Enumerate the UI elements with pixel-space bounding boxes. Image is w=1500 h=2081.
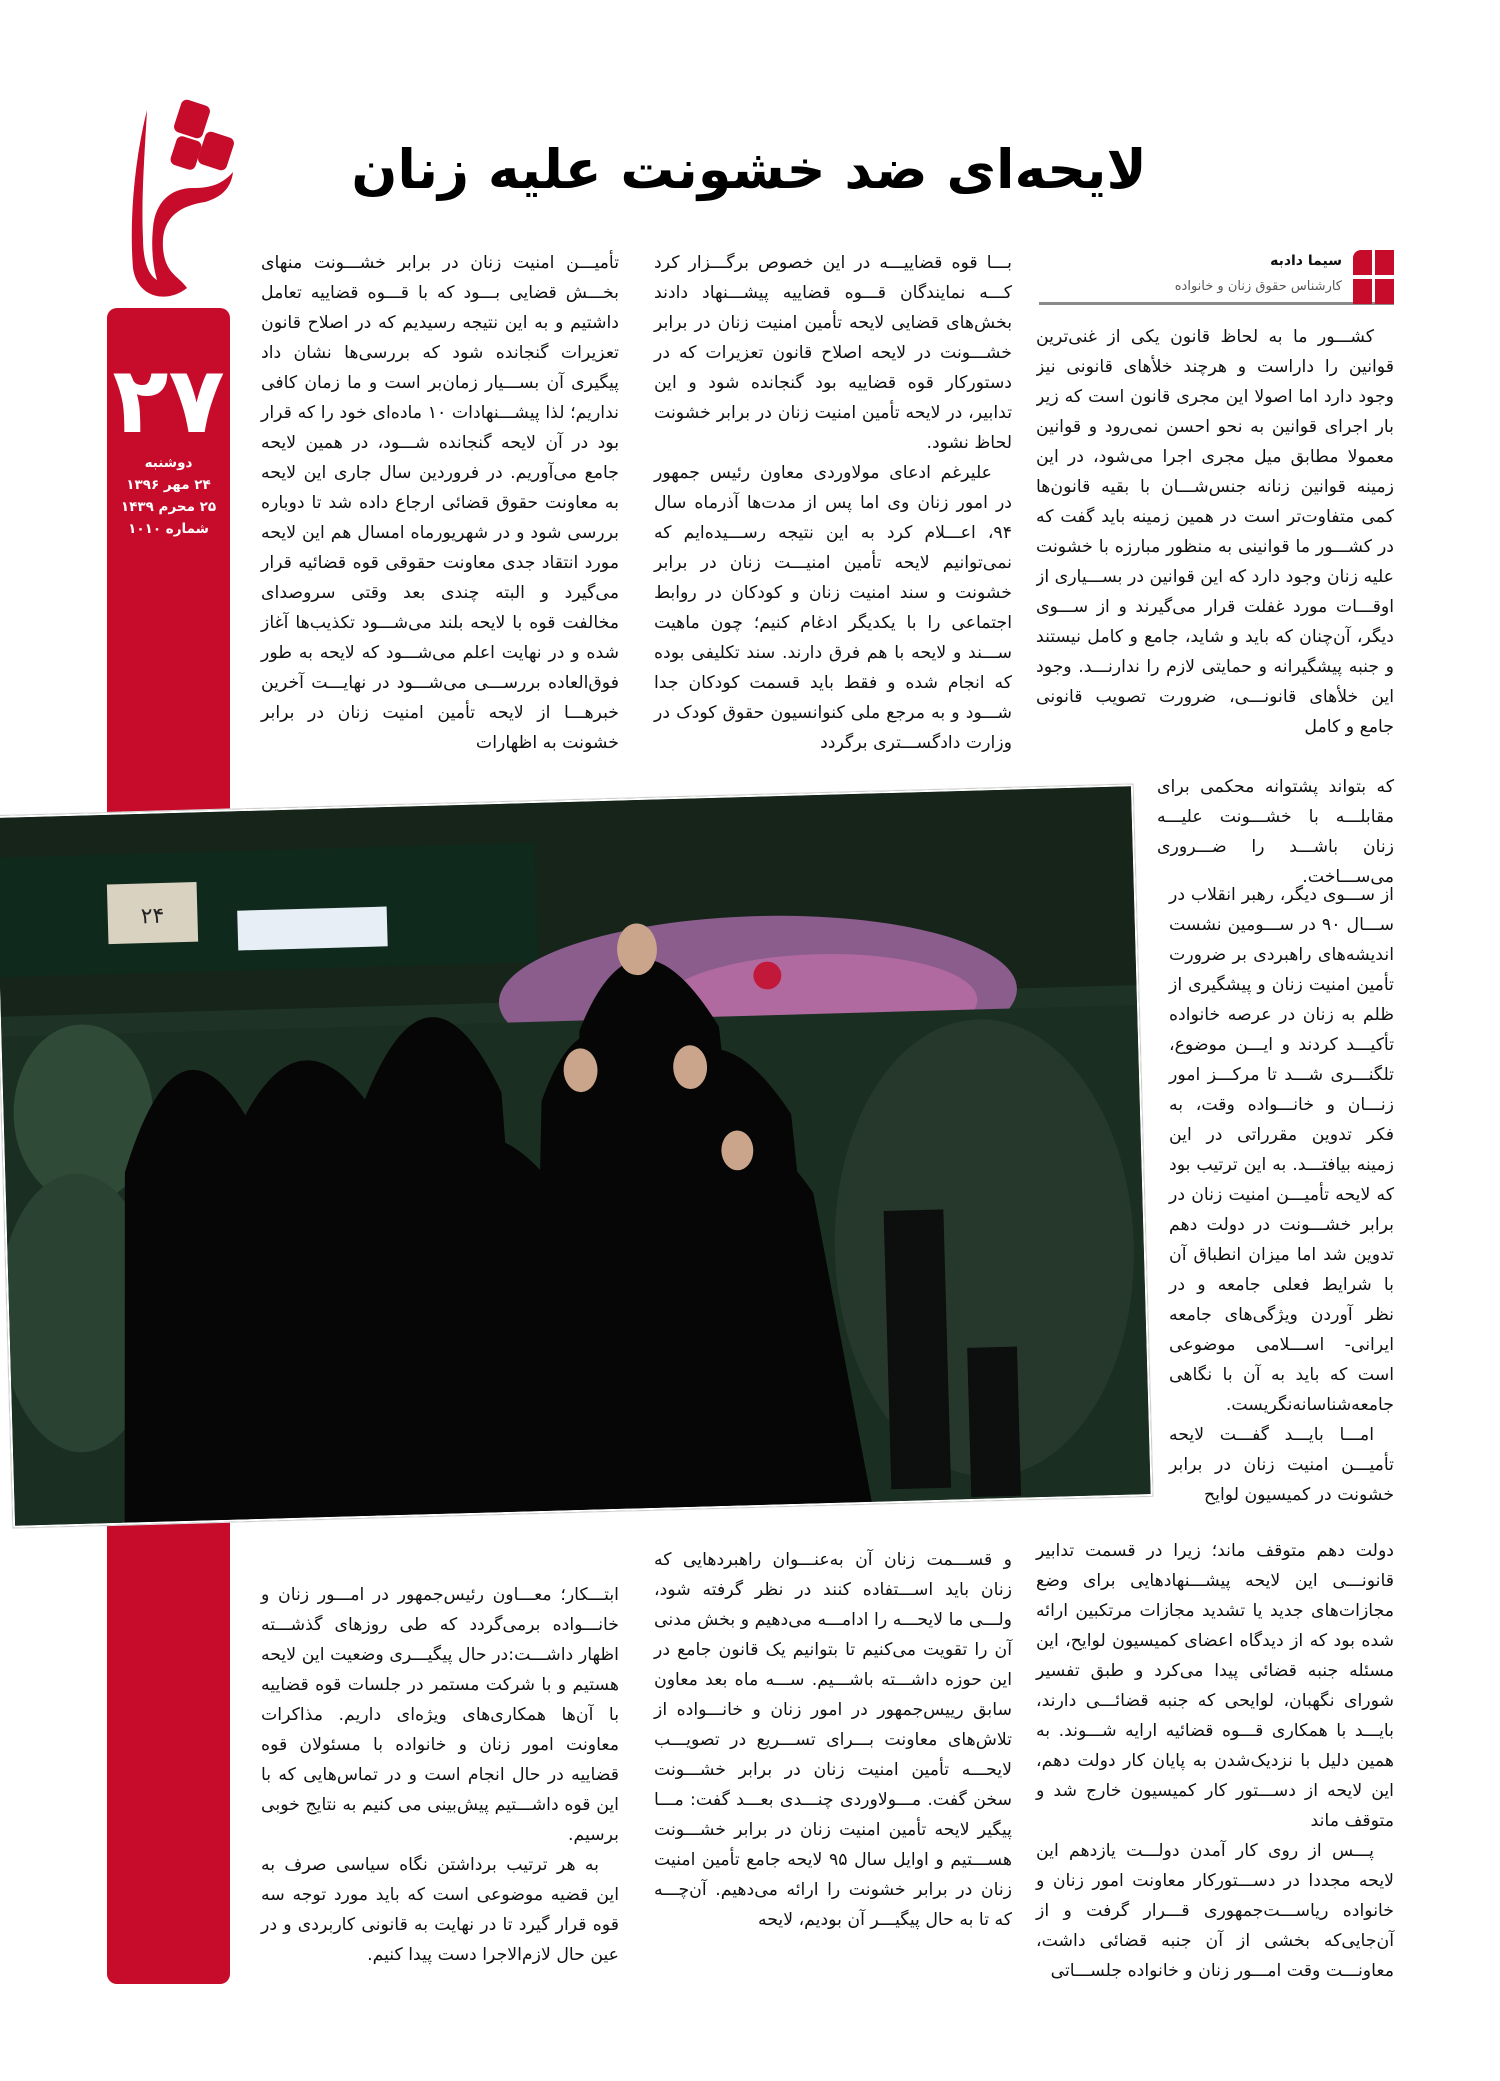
paragraph: به هر ترتیب برداشتن نگاه سیاسی صرف به این قضیه موضوعی است که باید مورد توجه سه قوه قرار گیرد تا در نهایت به قانونی کاربردی و در عین حال لازم‌الاجرا دست پیدا کنیم. [262, 1855, 620, 1965]
article-headline: لایحه‌ای ضد خشونت علیه زنان [352, 138, 1148, 201]
author-name: سیما دادبه [1271, 253, 1343, 269]
column-right-bottom [1037, 1536, 1395, 1986]
paragraph: ابتـــکار؛ معـــاون رئیس‌جمهور در امـــور زنان و خانـــواده برمی‌گردد که طی روزهای گذشـــته اظهار داشـــت:در حال پیگیـــری وضعیت این لایحه هستیم و با شرکت مستمر در جلسات قوه قضاییه با آن‌ها همکاری‌های ویژه‌ای داریم. مذاکرات معاونت امور زنان و خانواده با مسئولان قوه قضاییه در حال انجام است و در تماس‌هایی که با این قوه داشـــتیم پیش‌بینی می کنیم به نتایج خوبی برسیم. [262, 1585, 620, 1845]
page-number: ۲۷ [113, 347, 226, 454]
paragraph: از ســـوی دیگر، رهبر انقلاب در ســـال ۹۰ در ســـومین نشست اندیشه‌های راهبردی بر ضرورت تأمین امنیت زنان و پیشگیری از ظلم به زنان در عرصه خانواده تأکیـــد کردند و ایـــن موضوع، تلگنـــری شـــد تا مرکـــز امور زنـــان و خانـــواده وقت، به فکر تدوین مقرراتی در این زمینه بیافتـــد. به این ترتیب بود که لایحه تأمیـــن امنیت زنان در برابر خشـــونت در دولت دهم تدوین شد اما میزان انطباق آن با شرایط فعلی جامعه و در نظر آوردن ویژگی‌های جامعه ایرانی- اســـلامی موضوعی است که باید به آن با نگاهی جامعه‌شناسانه‌نگریست. [1170, 885, 1396, 1415]
paragraph: که بتواند پشتوانه محکمی برای مقابلـــه با خشـــونت علیـــه زنان باشـــد را ضـــروری می‌ســـاخت. [1158, 777, 1395, 887]
issue-number: شماره ۱۰۱۰ [129, 521, 210, 537]
magazine-logo [108, 98, 240, 304]
desk-sign: ۲۴ [141, 903, 166, 930]
article-photo [0, 784, 1154, 1528]
column-right-top [1037, 322, 1395, 772]
issue-date-lunar: ۲۵ محرم ۱۴۳۹ [121, 499, 218, 515]
author-byline [1040, 250, 1395, 305]
paragraph: بـــا قوه قضاییـــه در این خصوص برگـــزار کرد کـــه نمایندگان قـــوه قضاییه پیشـــنهاد دادند بخش‌های قضایی لایحه تأمین امنیت زنان در برابر خشـــونت در لایحه اصلاح قانون تعزیرات که در دستورکار قوه قضاییه بود گنجانده شود و این تدابیر، در لایحه تأمین امنیت زنان در برابر خشونت لحاظ نشود. [655, 253, 1013, 453]
column-middle-bottom [655, 1545, 1013, 1935]
paragraph: و قســـمت زنان آن به‌عنـــوان راهبردهایی که زنان باید اســـتفاده کنند در نظر گرفته شود، ولـــی ما لایحـــه را ادامـــه می‌دهیم و بخش مدنی آن را تقویت می‌کنیم تا بتوانیم یک قانون جامع در این حوزه داشـــته باشـــیم. ســـه ماه بعد معاون سابق رییس‌جمهور در امور زنان و خانـــواده از تلاش‌های معاونت بـــرای تســـریع در تصویـــب لایحـــه تأمین امنیت زنان در برابر خشـــونت سخن گفت. مـــولاوردی چنـــدی بعـــد گفت: مـــا پیگیر لایحه تأمین امنیت زنان در برابر خشـــونت هســـتیم و اوایل سال ۹۵ لایحه جامع تأمین امنیت زنان در برابر خشونت را ارائه می‌دهیم. آن‌چـــه که تا به حال پیگیـــر آن بودیم، لایحه [655, 1550, 1013, 1930]
column-right-top-wrap [1158, 772, 1395, 892]
author-role: کارشناس حقوق زنان و خانواده [1175, 279, 1343, 294]
column-right-middle [1170, 880, 1395, 1510]
issue-info [108, 452, 231, 540]
column-left-top [262, 248, 620, 758]
four-squares-icon [1353, 250, 1395, 305]
paragraph: امـــا بایـــد گفـــت لایحه تأمیـــن امنیت زنان در برابر خشونت در کمیسیون لوایح [1170, 1425, 1395, 1505]
issue-day: دوشنبه [145, 455, 194, 471]
photo-women-in-parliament [0, 786, 1152, 1525]
paragraph: پـــس از روی کار آمدن دولـــت یازدهم این لایحه مجددا در دســـتورکار معاونت امور زنان و خانواده ریاســـت‌جمهوری قـــرار گرفت و از آن‌جایی‌که بخشی از آن جنبه قضائی داشت، معاونـــت وقت امـــور زنان و خانواده جلســـاتی [1037, 1841, 1395, 1981]
paragraph: تأمیـــن امنیت زنان در برابر خشـــونت منهای بخـــش قضایی بـــود که با قـــوه قضاییه تعامل داشتیم و به این نتیجه رسیدیم که در اصلاح قانون تعزیرات گنجانده شود که بررسی‌ها نشان داد پیگیری آن بســـیار زمان‌بر است و ما زمان کافی نداریم؛ لذا پیشـــنهادات ۱۰ ماده‌ای خود را که قرار بود در آن لایحه گنجانده شـــود، در همین لایحه جامع می‌آوریم. در فروردین سال جاری این لایحه به معاونت حقوق قضائی ارجاع داده شد تا دوباره بررسی شود و در شهریورماه امسال هم این لایحه مورد انتقاد جدی معاونت حقوقی قوه قضائیه قرار می‌گیرد و البته چندی بعد وقتی سروصدای مخالفت قوه با لایحه بلند می‌شـــود تکذیب‌ها آغاز شده و در نهایت اعلم می‌شـــود که لایحه به طور فوق‌العاده بررســـی می‌شـــود در نهایـــت آخرین خبرهـــا از لایحه تأمین امنیت زنان در برابر خشونت به اظهارات [262, 253, 620, 753]
column-left-bottom [262, 1580, 620, 1970]
paragraph: دولت دهم متوقف ماند؛ زیرا در قسمت تدابیر قانونـــی این لایحه پیشـــنهادهایی برای وضع مجازات‌های جدید یا تشدید مجازات مرتکبین ارائه شده بود که از دیدگاه اعضای کمیسیون لوایح، این مسئله جنبه قضائی پیدا می‌کرد و طبق تفسیر شورای نگهبان، لوایحی که جنبه قضائـــی دارند، بایـــد با همکاری قـــوه قضائیه ارایه شـــوند. به همین دلیل با نزدیک‌شدن به پایان کار دولت دهم، این لایحه از دســـتور کار کمیسیون خارج شد و متوقف ماند [1037, 1541, 1395, 1831]
issue-date-solar: ۲۴ مهر ۱۳۹۶ [127, 477, 212, 493]
paragraph: علیرغم ادعای مولاوردی معاون رئیس جمهور در امور زنان وی اما پس از مدت‌ها آذرماه سال ۹۴، اعـــلام کرد به این نتیجه رســـیده‌ایم که نمی‌توانیم لایحه تأمین امنیـــت زنان در برابر خشونت و سند امنیت زنان و کودکان در روابط اجتماعی را با یکدیگر ادغام کنیم؛ چون ماهیت ســـند و لایحه با هم فرق دارند. سند تکلیفی بوده که انجام شده و فقط باید قسمت کودکان جدا شـــود و به مرجع ملی کنوانسیون حقوق کودک در وزارت دادگســـتری برگردد [655, 463, 1013, 753]
paragraph: کشـــور ما به لحاظ قانون یکی از غنی‌ترین قوانین را داراست و هرچند خلأهای قانونی نیز وجود دارد اما اصولا این مجری قانون است که زیر بار اجرای قوانین به نحو احسن نمی‌رود و قوانین معمولا مطابق میل مجری اجرا می‌شود، در این زمینه قوانین زنانه جنس‌شـــان با بقیه قانون‌ها کمی متفاوت‌تر است در همین زمینه باید گفت که در کشـــور ما قوانینی به منظور مبارزه با خشونت علیه زنان وجود دارد که این قوانین در بســـیاری از اوقـــات مورد غفلت قرار می‌گیرند و از ســـوی دیگر، آن‌چنان که باید و شاید، جامع و کامل نیستند و جنبه پیشگیرانه و حمایتی لازم را ندارنـــد. وجود این خلأهای قانونـــی، ضرورت تصویب قانونی جامع و کامل [1037, 327, 1395, 737]
column-middle-top [655, 248, 1013, 758]
